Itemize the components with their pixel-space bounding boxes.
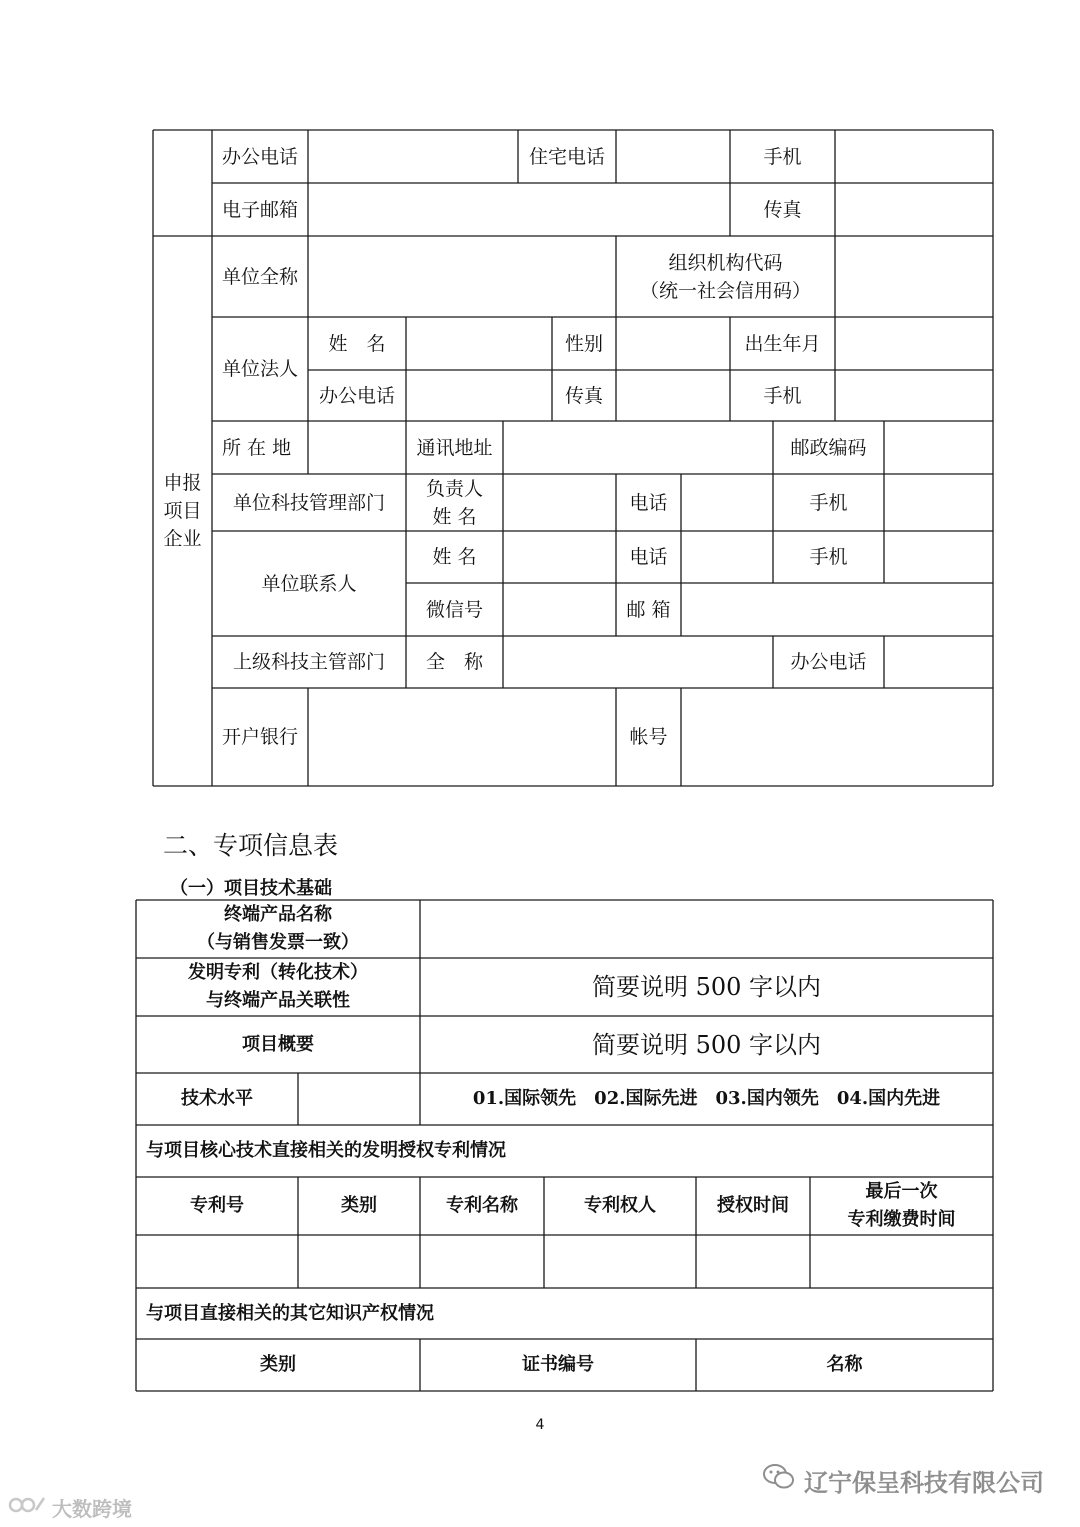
tech-level-options	[420, 1073, 993, 1125]
label-contact-mobile: 手机	[809, 546, 848, 568]
tech-level-option[interactable]: 02.国际先进	[594, 1088, 698, 1109]
label-superior-dept: 上级科技主管部门	[232, 651, 385, 673]
watermark-right	[762, 1462, 1044, 1498]
input-patent-category[interactable]	[298, 1235, 420, 1288]
input-patentee[interactable]	[544, 1235, 696, 1288]
tech-level-option[interactable]: 03.国内领先	[715, 1088, 819, 1109]
label-home-phone: 住宅电话	[528, 145, 605, 168]
person-in-charge-line2: 姓 名	[432, 505, 477, 528]
tech-level-option[interactable]: 01.国际领先	[472, 1088, 577, 1109]
input-product-name[interactable]	[420, 900, 993, 958]
label-fax: 传真	[763, 198, 802, 221]
label-location: 所 在 地	[222, 436, 292, 459]
label-sci-dept: 单位科技管理部门	[232, 491, 385, 514]
label-product-name	[136, 900, 420, 958]
label-project-overview: 项目概要	[242, 1033, 314, 1055]
label-legal-person: 单位法人	[222, 358, 299, 380]
label-unit-full-name: 单位全称	[222, 265, 299, 288]
label-bank: 开户银行	[222, 726, 299, 748]
watermark-left	[8, 1493, 132, 1522]
patent-section-title: 与项目核心技术直接相关的发明授权专利情况	[146, 1140, 506, 1161]
label-superior-office-phone: 办公电话	[790, 651, 867, 673]
label-wechat: 微信号	[425, 598, 483, 621]
last-fee-line1: 最后一次	[865, 1181, 938, 1202]
subsection-title: （一）项目技术基础	[170, 878, 332, 899]
label-mail-address: 通讯地址	[416, 436, 493, 459]
col-grant-date: 授权时间	[717, 1195, 789, 1216]
label-office-phone: 办公电话	[222, 145, 299, 168]
section-title: 二、专项信息表	[163, 831, 339, 860]
label-legal-name: 姓 名	[328, 332, 386, 355]
label-tech-level: 技术水平	[181, 1088, 253, 1109]
watermark-right-text: 辽宁保呈科技有限公司	[804, 1468, 1044, 1497]
label-full-name: 全 称	[425, 651, 483, 673]
last-fee-line2: 专利缴费时间	[847, 1209, 956, 1230]
label-sci-mobile: 手机	[809, 491, 848, 514]
input-last-fee-date[interactable]	[810, 1235, 993, 1288]
label-patent-relevance	[136, 958, 420, 1016]
patent-relevance-line1: 发明专利（转化技术）	[188, 962, 368, 983]
input-tech-level[interactable]	[298, 1073, 420, 1125]
label-contact-person: 单位联系人	[261, 572, 357, 595]
input-patent-number[interactable]	[136, 1235, 298, 1288]
label-mailbox: 邮 箱	[626, 598, 671, 621]
col-patent-name: 专利名称	[446, 1195, 518, 1216]
watermark-logo-icon	[8, 1494, 48, 1521]
col-category: 类别	[341, 1195, 377, 1216]
label-mobile: 手机	[763, 145, 802, 168]
label-sci-phone: 电话	[629, 491, 668, 514]
label-gender: 性别	[564, 332, 603, 355]
label-legal-office-phone: 办公电话	[318, 384, 395, 407]
col-last-fee-date	[810, 1177, 993, 1235]
input-grant-date[interactable]	[696, 1235, 810, 1288]
label-postcode: 邮政编码	[790, 436, 867, 459]
label-email: 电子邮箱	[222, 198, 299, 221]
col-patentee: 专利权人	[584, 1195, 656, 1216]
label-birth: 出生年月	[744, 332, 821, 355]
patent-relevance-line2: 与终端产品关联性	[206, 990, 350, 1011]
tech-level-option[interactable]: 04.国内先进	[836, 1088, 941, 1109]
product-name-line1: 终端产品名称	[224, 904, 332, 925]
watermark-left-text: 大数跨境	[52, 1497, 132, 1521]
col-patent-number: 专利号	[190, 1195, 244, 1216]
org-code-line1: 组织机构代码	[668, 251, 783, 274]
org-code-line2: （统一社会信用码）	[639, 279, 811, 302]
input-patent-name[interactable]	[420, 1235, 544, 1288]
col-ip-name: 名称	[826, 1354, 863, 1375]
product-name-line2: （与销售发票一致）	[197, 932, 359, 953]
ip-section-title: 与项目直接相关的其它知识产权情况	[146, 1302, 434, 1324]
label-contact-name: 姓 名	[432, 546, 477, 568]
wechat-icon	[762, 1462, 796, 1498]
col-certificate-number: 证书编号	[522, 1354, 594, 1375]
input-project-overview[interactable]: 简要说明 500 字以内	[591, 1030, 822, 1059]
applicant-enterprise-label: 申报 项目 企业	[163, 472, 202, 550]
col-ip-category: 类别	[260, 1354, 296, 1375]
page-number: 4	[535, 1417, 545, 1433]
label-account: 帐号	[629, 726, 668, 748]
input-patent-relevance[interactable]: 简要说明 500 字以内	[591, 973, 822, 1001]
label-contact-phone: 电话	[629, 546, 668, 568]
label-legal-fax: 传真	[564, 384, 603, 407]
label-legal-mobile: 手机	[763, 384, 802, 407]
person-in-charge-line1: 负责人	[425, 477, 483, 500]
